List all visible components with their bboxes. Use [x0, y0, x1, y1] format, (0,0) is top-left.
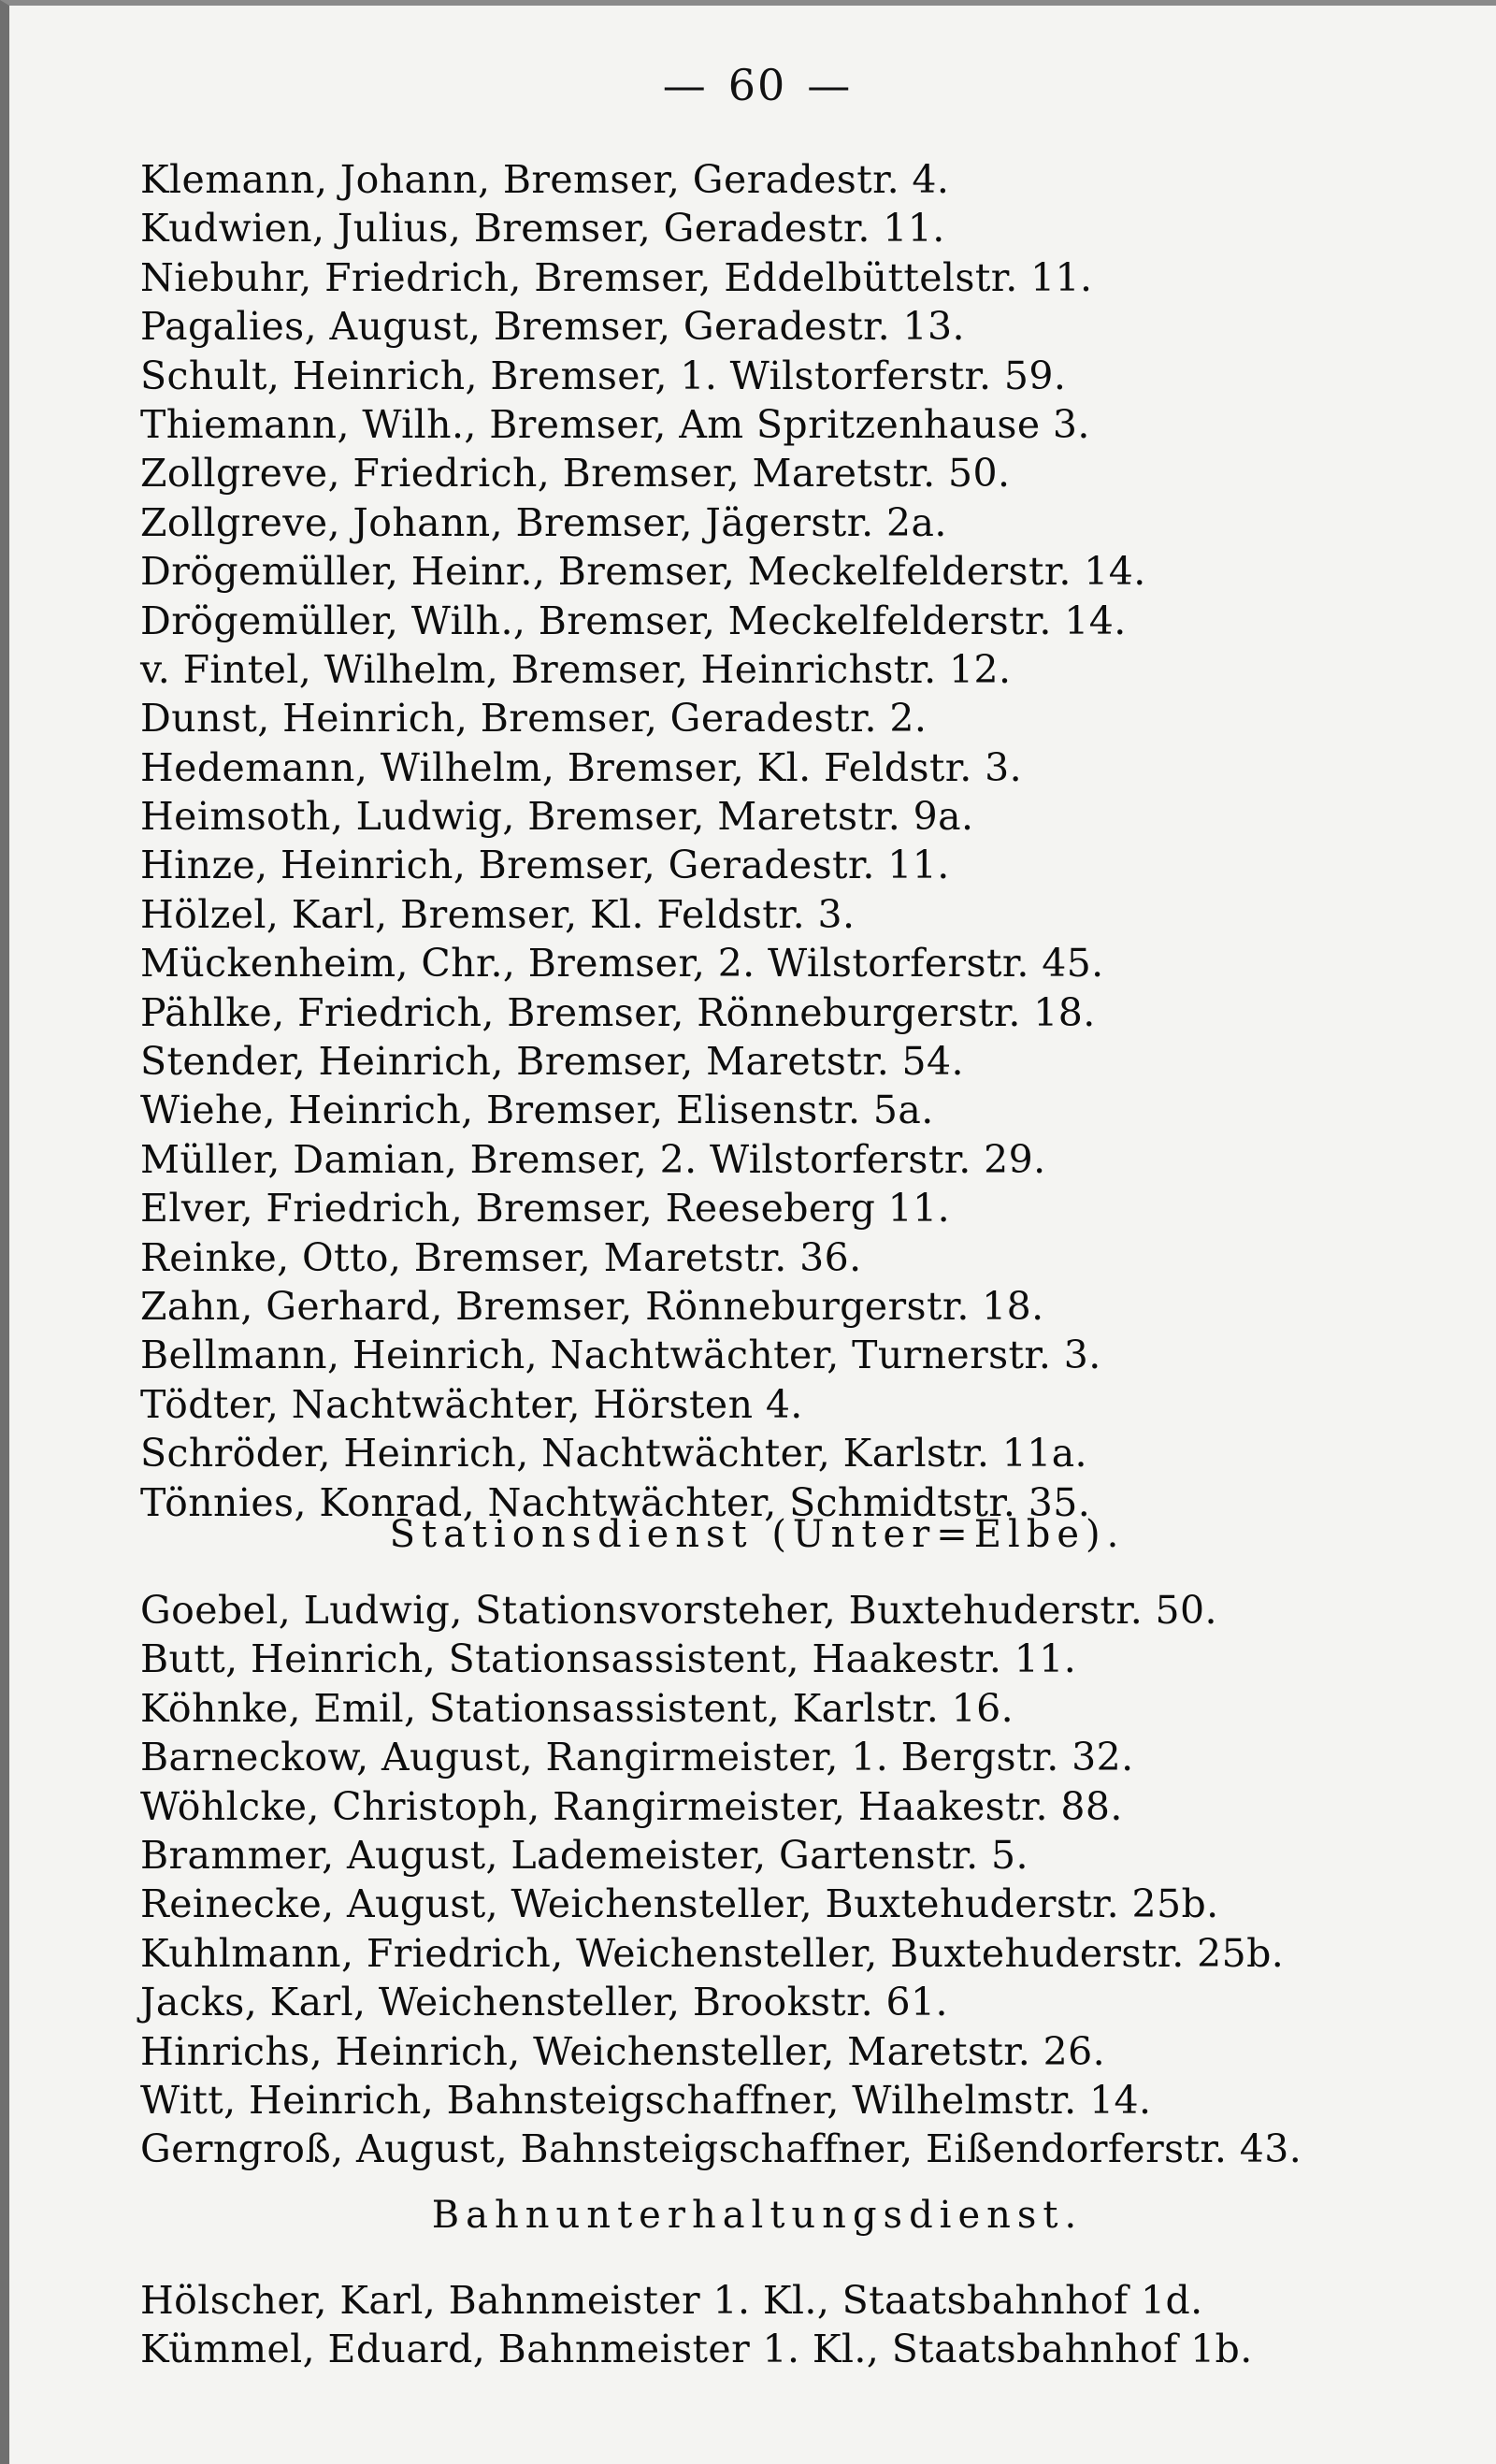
- directory-entry: Reinke, Otto, Bremser, Maretstr. 36.: [140, 1234, 862, 1280]
- section-heading-bahnunterhaltungsdienst: Bahnunterhaltungsdienst.: [431, 2194, 1084, 2237]
- directory-entry: Müller, Damian, Bremser, 2. Wilstorferstr. 29.: [140, 1136, 1046, 1182]
- directory-entry: Schröder, Heinrich, Nachtwächter, Karlstr. 11a.: [140, 1431, 1087, 1477]
- page-number-line: [9, 60, 1496, 110]
- directory-entry: Jacks, Karl, Weichensteller, Brookstr. 61.: [140, 1980, 948, 2025]
- directory-entry: Zollgreve, Friedrich, Bremser, Maretstr. 50.: [140, 451, 1011, 497]
- directory-entry: Witt, Heinrich, Bahnsteigschaffner, Wilhelmstr. 14.: [140, 2077, 1152, 2123]
- directory-entry: Barneckow, August, Rangirmeister, 1. Bergstr. 32.: [140, 1735, 1134, 1780]
- section-1-list: [140, 155, 1449, 1527]
- directory-entry: Wiehe, Heinrich, Bremser, Elisenstr. 5a.: [140, 1088, 934, 1133]
- directory-entry: Pagalies, August, Bremser, Geradestr. 13.: [140, 304, 965, 350]
- directory-entry: Stender, Heinrich, Bremser, Maretstr. 54.: [140, 1039, 964, 1085]
- directory-entry: Drögemüller, Heinr., Bremser, Meckelfelderstr. 14.: [140, 549, 1146, 595]
- directory-entry: Klemann, Johann, Bremser, Geradestr. 4.: [140, 157, 950, 202]
- directory-entry: Schult, Heinrich, Bremser, 1. Wilstorferstr. 59.: [140, 353, 1067, 398]
- section-3-list: [140, 2276, 1449, 2374]
- page-number-dash-left: —: [662, 60, 708, 110]
- directory-entry: Köhnke, Emil, Stationsassistent, Karlstr. 16.: [140, 1685, 1014, 1731]
- directory-entry: Pählke, Friedrich, Bremser, Rönneburgerstr. 18.: [140, 989, 1096, 1035]
- directory-entry: Tönnies, Konrad, Nachtwächter, Schmidtstr. 35.: [140, 1479, 1091, 1525]
- directory-entry: Hinrichs, Heinrich, Weichensteller, Maretstr. 26.: [140, 2028, 1106, 2074]
- directory-entry: Brammer, August, Lademeister, Gartenstr. 5.: [140, 1832, 1028, 1878]
- section-2-list: [140, 1586, 1449, 2174]
- directory-entry: Kuhlmann, Friedrich, Weichensteller, Buxtehuderstr. 25b.: [140, 1930, 1285, 1976]
- directory-entry: Bellmann, Heinrich, Nachtwächter, Turnerstr. 3.: [140, 1333, 1101, 1378]
- directory-entry: v. Fintel, Wilhelm, Bremser, Heinrichstr. 12.: [140, 646, 1012, 692]
- directory-entry: Dunst, Heinrich, Bremser, Geradestr. 2.: [140, 696, 928, 742]
- directory-entry: Hölzel, Karl, Bremser, Kl. Feldstr. 3.: [140, 891, 856, 937]
- directory-entry: Kümmel, Eduard, Bahnmeister 1. Kl., Staatsbahnhof 1b.: [140, 2327, 1253, 2372]
- directory-entry: Butt, Heinrich, Stationsassistent, Haakestr. 11.: [140, 1636, 1077, 1682]
- page-number: 60: [727, 60, 787, 110]
- directory-entry: Drögemüller, Wilh., Bremser, Meckelfelderstr. 14.: [140, 598, 1127, 643]
- directory-entry: Mückenheim, Chr., Bremser, 2. Wilstorferstr. 45.: [140, 941, 1104, 987]
- directory-entry: Wöhlcke, Christoph, Rangirmeister, Haakestr. 88.: [140, 1783, 1123, 1829]
- section-heading-stationsdienst: Stationsdienst (Unter=Elbe).: [389, 1513, 1126, 1556]
- directory-entry: Goebel, Ludwig, Stationsvorsteher, Buxtehuderstr. 50.: [140, 1588, 1217, 1633]
- directory-entry: Tödter, Nachtwächter, Hörsten 4.: [140, 1381, 803, 1427]
- directory-entry: Hölscher, Karl, Bahnmeister 1. Kl., Staatsbahnhof 1d.: [140, 2278, 1203, 2323]
- directory-entry: Gerngroß, August, Bahnsteigschaffner, Eißendorferstr. 43.: [140, 2126, 1302, 2172]
- directory-entry: Reinecke, August, Weichensteller, Buxtehuderstr. 25b.: [140, 1881, 1219, 1927]
- directory-entry: Niebuhr, Friedrich, Bremser, Eddelbüttelstr. 11.: [140, 254, 1093, 300]
- directory-entry: Kudwien, Julius, Bremser, Geradestr. 11.: [140, 206, 945, 252]
- directory-entry: Zollgreve, Johann, Bremser, Jägerstr. 2a.: [140, 499, 947, 545]
- directory-entry: Zahn, Gerhard, Bremser, Rönneburgerstr. 18.: [140, 1283, 1044, 1329]
- directory-entry: Heimsoth, Ludwig, Bremser, Maretstr. 9a.: [140, 794, 974, 840]
- directory-entry: Thiemann, Wilh., Bremser, Am Spritzenhause 3.: [140, 401, 1090, 447]
- page-number-dash-right: —: [807, 60, 853, 110]
- directory-entry: Elver, Friedrich, Bremser, Reeseberg 11.: [140, 1186, 951, 1232]
- directory-entry: Hedemann, Wilhelm, Bremser, Kl. Feldstr. 3.: [140, 744, 1023, 790]
- directory-entry: Hinze, Heinrich, Bremser, Geradestr. 11.: [140, 843, 950, 888]
